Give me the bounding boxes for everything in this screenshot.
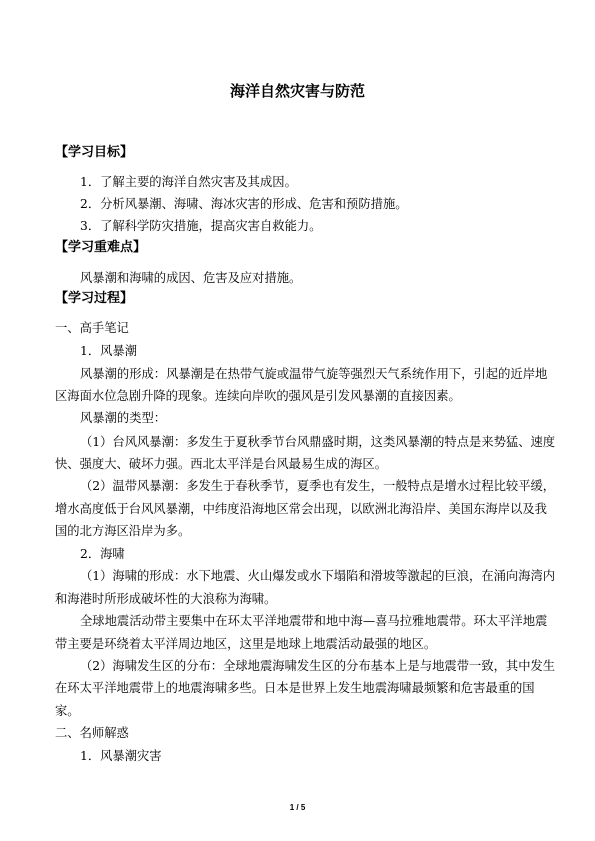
paragraph-line: 快、强度大、破坏力强。西北太平洋是台风最易生成的海区。	[55, 457, 388, 471]
paragraph-line: 区海面水位急剧升降的现象。连续向岸吹的强风是引发风暴潮的直接因素。	[55, 389, 461, 403]
heading-key-points: 【学习重难点】	[55, 240, 147, 255]
key-points-text: 风暴潮和海啸的成因、危害及应对措施。	[80, 271, 302, 285]
paragraph-line: （1）台风风暴潮：多发生于夏秋季节台风鼎盛时期，这类风暴潮的特点是来势猛、速度	[80, 435, 556, 449]
page-number: 1 / 5	[289, 803, 306, 812]
paragraph-line: 和海港时所形成破坏性的大浪称为海啸。	[55, 592, 277, 606]
paragraph-line: 风暴潮的类型：	[80, 411, 167, 425]
document-title: 海洋自然灾害与防范	[229, 82, 365, 100]
paragraph-line: 风暴潮的形成：风暴潮是在热带气旋或温带气旋等强烈天气系统作用下，引起的近岸地	[80, 367, 548, 381]
paragraph-line: 国的北方海区沿岸为多。	[55, 524, 191, 538]
heading-learning-process: 【学习过程】	[55, 291, 134, 306]
section-2-heading: 二、名师解惑	[55, 726, 129, 740]
paragraph-line: 在环太平洋地震带上的地震海啸多些。日本是世界上发生地震海啸最频繁和危害最重的国	[55, 681, 535, 695]
paragraph-line: 家。	[55, 704, 80, 718]
heading-learning-goals: 【学习目标】	[55, 145, 134, 160]
paragraph-line: （2）海啸发生区的分布：全球地震海啸发生区的分布基本上是与地震带一致，其中发生	[80, 659, 556, 673]
paragraph-line: （2）温带风暴潮：多发生于春秋季节，夏季也有发生，一般特点是增水过程比较平缓，	[80, 479, 556, 493]
section-1-heading: 一、高手笔记	[55, 321, 129, 335]
paragraph-line: （1）海啸的形成：水下地震、火山爆发或水下塌陷和滑坡等激起的巨浪，在涌向海湾内	[80, 569, 556, 583]
paragraph-line: 全球地震活动带主要集中在环太平洋地震带和地中海—喜马拉雅地震带。环太平洋地震	[80, 614, 548, 628]
paragraph-line: 增水高度低于台风风暴潮，中纬度沿海地区常会出现，以欧洲北海沿岸、美国东海岸以及我	[55, 502, 547, 516]
goal-item-2: 2．分析风暴潮、海啸、海冰灾害的形成、危害和预防措施。	[80, 197, 408, 211]
subsection-storm-surge: 1．风暴潮	[80, 344, 138, 358]
subsection-storm-surge-disaster: 1．风暴潮灾害	[80, 749, 162, 763]
paragraph-line: 带主要是环绕着太平洋周边地区，这里是地球上地震活动最强的地区。	[55, 637, 437, 651]
subsection-tsunami: 2．海啸	[80, 547, 125, 561]
goal-item-3: 3．了解科学防灾措施，提高灾害自救能力。	[80, 219, 322, 233]
goal-item-1: 1．了解主要的海洋自然灾害及其成因。	[80, 175, 297, 189]
